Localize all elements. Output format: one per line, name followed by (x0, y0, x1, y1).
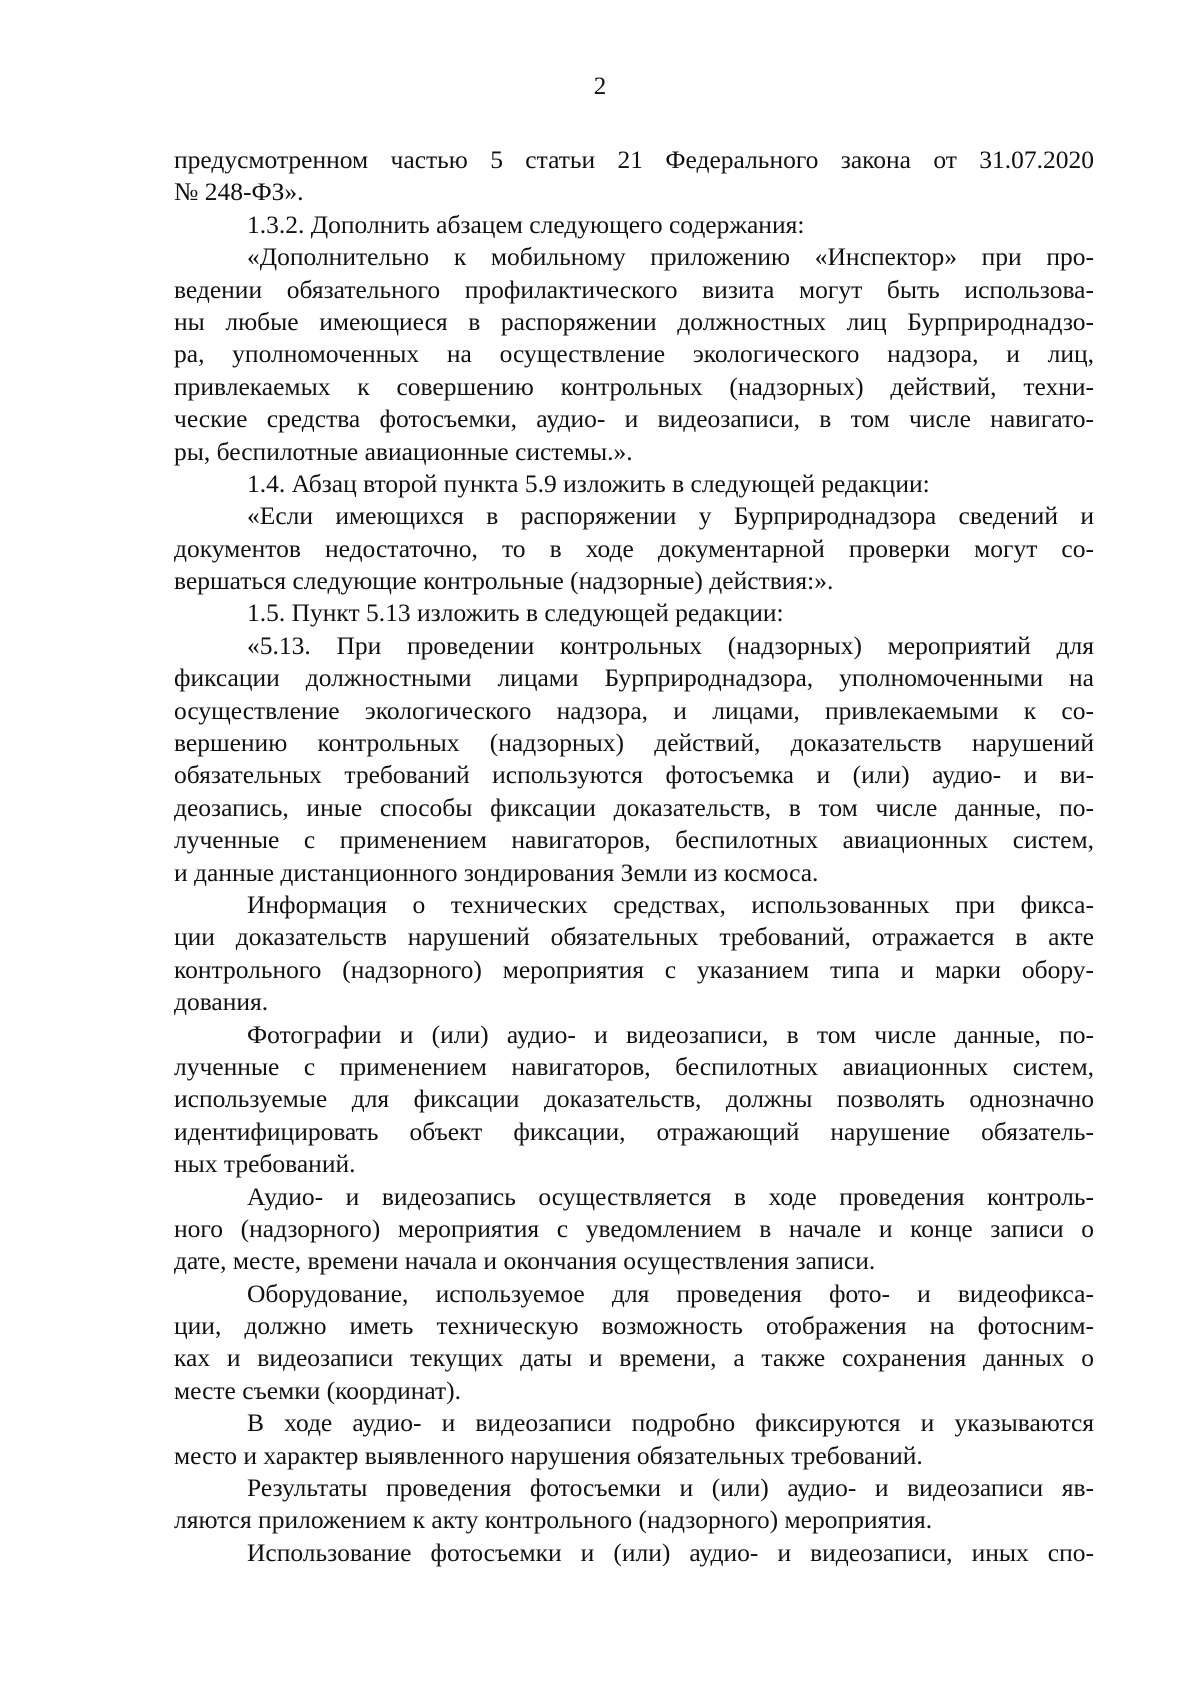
text-line: деозапись, иные способы фиксации доказательств, в том числе данные, по- (174, 792, 1094, 822)
text-line: ры, беспилотные авиационные системы.». (174, 436, 633, 466)
text-line: лученные с применением навигаторов, беспилотных авиационных систем, (174, 1051, 1094, 1081)
text-line: Результаты проведения фотосъемки и (или) аудио- и видеозаписи яв- (247, 1473, 1094, 1503)
text-line: В ходе аудио- и видеозаписи подробно фиксируются и указываются (247, 1408, 1094, 1438)
text-line: идентифицировать объект фиксации, отражающий нарушение обязатель- (174, 1116, 1094, 1146)
text-line: документов недостаточно, то в ходе документарной проверки могут со- (174, 533, 1094, 563)
text-line: 1.5. Пункт 5.13 изложить в следующей редакции: (247, 598, 784, 628)
text-line: ческие средства фотосъемки, аудио- и видеозаписи, в том числе навигато- (174, 404, 1094, 434)
text-line: Использование фотосъемки и (или) аудио- и видеозаписи, иных спо- (247, 1537, 1094, 1567)
text-line: привлекаемых к совершению контрольных (надзорных) действий, техни- (174, 371, 1094, 401)
text-line: ра, уполномоченных на осуществление экологического надзора, и лиц, (174, 339, 1094, 369)
text-line: № 248-ФЗ». (174, 177, 304, 207)
text-line: ного (надзорного) мероприятия с уведомлением в начале и конце записи о (174, 1213, 1094, 1243)
text-line: месте съемки (координат). (174, 1375, 462, 1405)
text-line: дования. (174, 987, 269, 1017)
page-number: 2 (593, 73, 607, 100)
text-line: ках и видеозаписи текущих даты и времени, а также сохранения данных о (174, 1343, 1094, 1373)
text-line: Оборудование, используемое для проведения фото- и видеофикса- (247, 1278, 1094, 1308)
text-line: ны любые имеющиеся в распоряжении должностных лиц Бурприроднадзо- (174, 306, 1094, 336)
text-line: вершению контрольных (надзорных) действий, доказательств нарушений (174, 728, 1094, 758)
text-line: Информация о технических средствах, использованных при фикса- (247, 889, 1094, 919)
text-line: 1.3.2. Дополнить абзацем следующего содержания: (247, 209, 805, 239)
text-line: Аудио- и видеозапись осуществляется в ходе проведения контроль- (247, 1181, 1094, 1211)
text-line: контрольного (надзорного) мероприятия с указанием типа и марки обору- (174, 954, 1094, 984)
text-line: обязательных требований используются фотосъемка и (или) аудио- и ви- (174, 760, 1094, 790)
text-line: лученные с применением навигаторов, беспилотных авиационных систем, (174, 825, 1094, 855)
text-line: ции доказательств нарушений обязательных требований, отражается в акте (174, 922, 1094, 952)
text-line: осуществление экологического надзора, и лицами, привлекаемыми к со- (174, 695, 1094, 725)
text-line: место и характер выявленного нарушения обязательных требований. (174, 1440, 923, 1470)
text-line: «5.13. При проведении контрольных (надзорных) мероприятий для (247, 630, 1094, 660)
text-line: «Если имеющихся в распоряжении у Бурприроднадзора сведений и (247, 501, 1094, 531)
document-body (174, 144, 1094, 1569)
text-line: ведении обязательного профилактического визита могут быть использова- (174, 274, 1094, 304)
text-line: дате, месте, времени начала и окончания осуществления записи. (174, 1246, 876, 1276)
text-line: «Дополнительно к мобильному приложению «Инспектор» при про- (247, 242, 1094, 272)
text-line: Фотографии и (или) аудио- и видеозаписи, в том числе данные, по- (247, 1019, 1094, 1049)
text-line: 1.4. Абзац второй пункта 5.9 изложить в следующей редакции: (247, 468, 930, 498)
text-line: и данные дистанционного зондирования Земли из космоса. (174, 857, 819, 887)
text-line: ции, должно иметь техническую возможность отображения на фотосним- (174, 1311, 1094, 1341)
text-line: ляются приложением к акту контрольного (надзорного) мероприятия. (174, 1505, 933, 1535)
text-line: предусмотренном частью 5 статьи 21 Федерального закона от 31.07.2020 (174, 145, 1094, 174)
text-line: ных требований. (174, 1149, 356, 1179)
text-line: вершаться следующие контрольные (надзорные) действия:». (174, 566, 834, 596)
text-line: используемые для фиксации доказательств, должны позволять однозначно (174, 1084, 1094, 1114)
text-line: фиксации должностными лицами Бурприроднадзора, уполномоченными на (174, 663, 1094, 693)
